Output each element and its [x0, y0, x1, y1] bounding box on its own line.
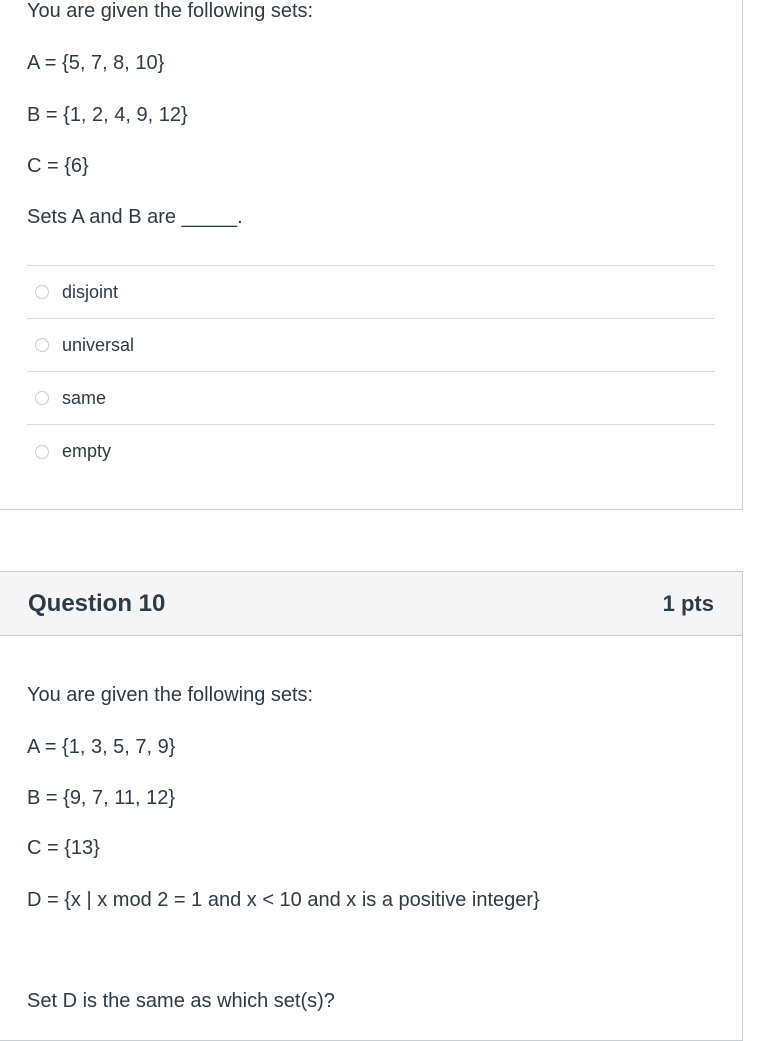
- question-header: [0, 572, 742, 636]
- question-intro: You are given the following sets:: [27, 684, 314, 706]
- answer-choice-disjoint[interactable]: [27, 266, 715, 319]
- question-prompt: Set D is the same as which set(s)?: [27, 990, 335, 1012]
- question-title: Question 10: [28, 589, 166, 617]
- answer-label[interactable]: same: [62, 387, 107, 408]
- answer-choice-universal[interactable]: [27, 319, 715, 372]
- set-d: D = {x | x mod 2 = 1 and x < 10 and x is a positive integer}: [27, 889, 540, 911]
- set-c: C = {6}: [27, 155, 89, 177]
- answer-choice-same[interactable]: [27, 372, 715, 425]
- answer-choice-empty[interactable]: [27, 425, 715, 478]
- radio-button-icon[interactable]: [35, 338, 49, 352]
- question-points: 1 pts: [662, 590, 714, 616]
- set-a: A = {5, 7, 8, 10}: [27, 52, 165, 74]
- question-10-card: [0, 571, 743, 1041]
- radio-button-icon[interactable]: [35, 445, 49, 459]
- answer-label[interactable]: universal: [62, 334, 135, 355]
- set-c: C = {13}: [27, 837, 100, 859]
- question-prompt: Sets A and B are _____.: [27, 206, 243, 228]
- answer-label[interactable]: empty: [62, 441, 112, 461]
- set-b: B = {1, 2, 4, 9, 12}: [27, 104, 188, 126]
- radio-button-icon[interactable]: [35, 285, 49, 299]
- answer-choices: [27, 265, 715, 478]
- answer-label[interactable]: disjoint: [62, 281, 119, 302]
- set-a: A = {1, 3, 5, 7, 9}: [27, 736, 176, 758]
- question-9-card: [0, 0, 743, 510]
- question-intro: You are given the following sets:: [27, 0, 314, 22]
- radio-button-icon[interactable]: [35, 391, 49, 405]
- set-b: B = {9, 7, 11, 12}: [27, 787, 176, 809]
